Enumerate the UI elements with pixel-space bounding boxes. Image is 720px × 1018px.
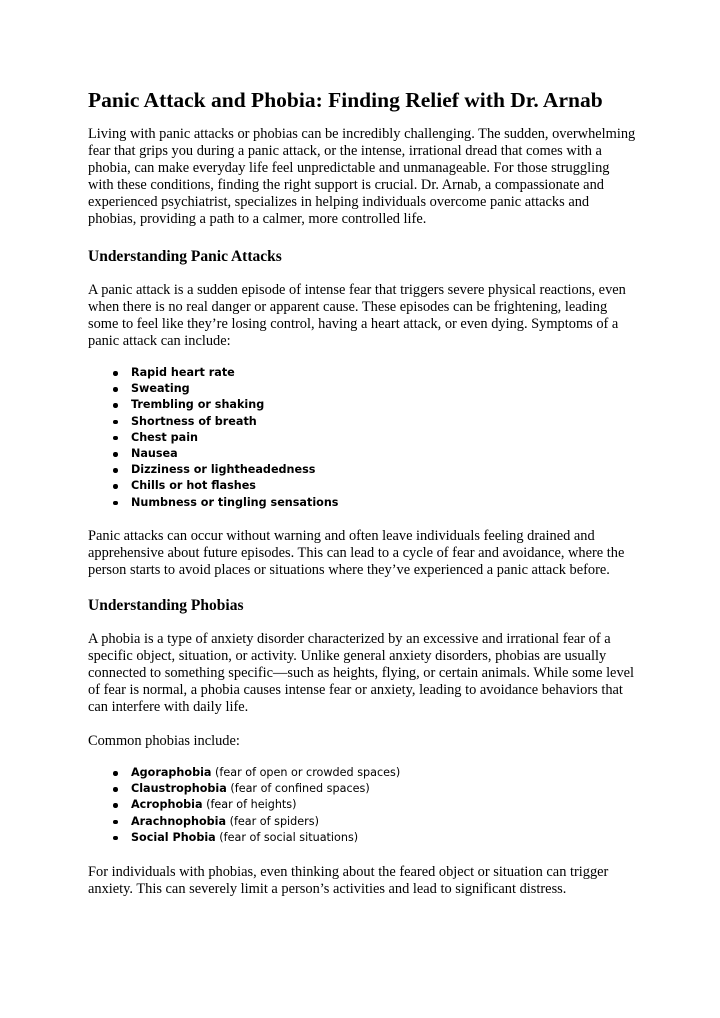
phobias-heading: Understanding Phobias: [88, 597, 244, 614]
symptoms-list: [88, 365, 338, 511]
phobia-desc: (fear of spiders): [226, 814, 319, 828]
intro-paragraph: Living with panic attacks or phobias can be incredibly challenging. The sudden, overwhelming fear that grips you during a panic attack, or the intense, irrational dread that comes with a phobia, can make everyday life feel unpredictable and unmanageable. For those struggling with these conditions, finding the right support is crucial. Dr. Arnab, a compassionate and experienced psychiatrist, specializes in helping individuals overcome panic attacks and phobias, providing a path to a calmer, more controlled life.: [88, 126, 636, 227]
phobia-description: A phobia is a type of anxiety disorder characterized by an excessive and irrational fear of a specific object, situation, or activity. Unlike general anxiety disorders, phobias are usually connected to something specific—such as heights, flying, or certain animals. While some level of fear is normal, a phobia causes intense fear or anxiety, leading to avoidance behaviors that can interfere with daily life.: [88, 631, 635, 715]
phobia-desc: (fear of confined spaces): [226, 782, 370, 796]
page-title: Panic Attack and Phobia: Finding Relief with Dr. Arnab: [88, 88, 603, 112]
list-item: [88, 797, 400, 813]
phobia-term: Social Phobia: [131, 830, 216, 844]
phobia-term: Agoraphobia: [131, 766, 212, 779]
phobia-desc: (fear of heights): [202, 798, 297, 812]
phobia-term: Claustrophobia: [131, 782, 227, 796]
list-item: [88, 781, 400, 797]
list-item: [88, 830, 400, 846]
panic-aftermath-paragraph: Panic attacks can occur without warning and often leave individuals feeling drained and apprehensive about future episodes. This can lead to a cycle of fear and avoidance, where the person starts to avoid places or situations where they’ve experienced a panic attack before.: [88, 528, 625, 578]
list-item: Rapid heart rate: [88, 365, 338, 381]
list-item: Chills or hot flashes: [88, 478, 338, 494]
list-item: Numbness or tingling sensations: [88, 495, 338, 511]
panic-attacks-heading: Understanding Panic Attacks: [88, 248, 282, 265]
list-item: [88, 814, 400, 830]
list-item: Sweating: [88, 381, 338, 397]
phobia-desc: (fear of open or crowded spaces): [211, 766, 401, 779]
list-item: Trembling or shaking: [88, 397, 338, 413]
phobia-desc: (fear of social situations): [215, 830, 359, 844]
phobia-term: Arachnophobia: [131, 814, 227, 828]
list-item: Dizziness or lightheadedness: [88, 462, 338, 478]
list-item: Shortness of breath: [88, 414, 338, 430]
list-item: [88, 765, 400, 781]
phobia-closing-paragraph: For individuals with phobias, even thinking about the feared object or situation can trigger anxiety. This can severely limit a person’s activities and lead to significant distress.: [88, 864, 609, 897]
list-item: Chest pain: [88, 430, 338, 446]
phobias-list: [88, 765, 400, 846]
phobia-term: Acrophobia: [131, 798, 203, 812]
list-item: Nausea: [88, 446, 338, 462]
common-phobias-intro: Common phobias include:: [88, 733, 240, 749]
panic-description: A panic attack is a sudden episode of intense fear that triggers severe physical reactions, even when there is no real danger or apparent cause. These episodes can be frightening, leading some to feel like they’re losing control, having a heart attack, or even dying. Symptoms of a panic attack can include:: [88, 282, 626, 349]
